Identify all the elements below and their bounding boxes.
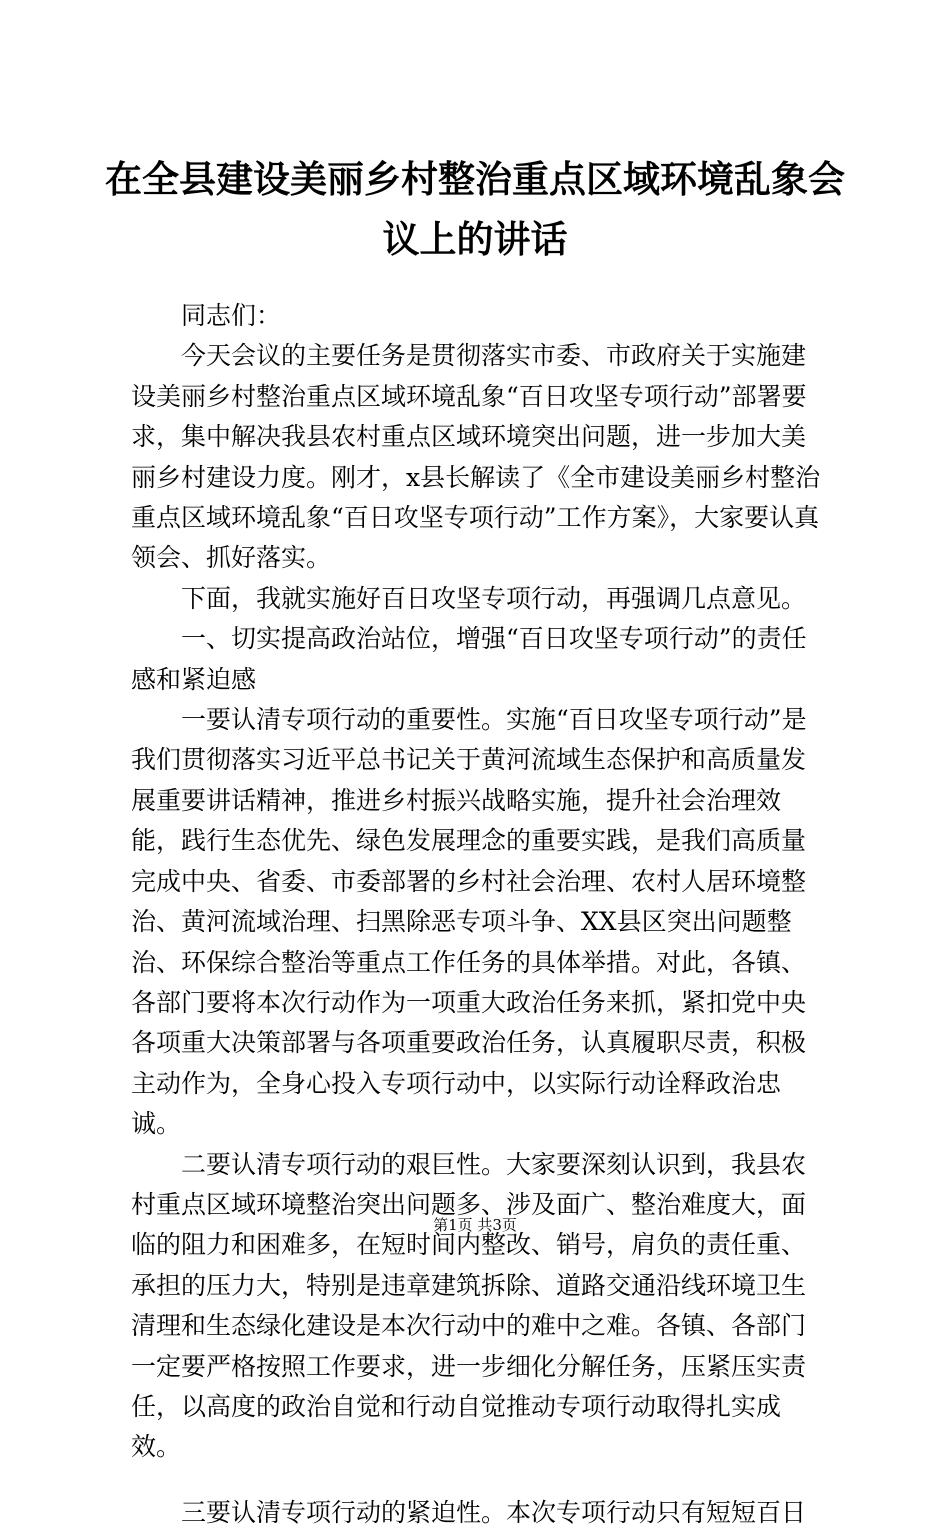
paragraph-urgency: 三要认清专项行动的紧迫性。本次专项行动只有短短百日 (181, 1497, 807, 1527)
document-title-line-2: 议上的讲话 (382, 218, 568, 261)
salutation: 同志们： (181, 301, 282, 330)
paragraph-importance: 一要认清专项行动的重要性。实施“百日攻坚专项行动”是我们贯彻落实习近平总书记关于黄河流域生态保护和高质量发展重要讲话精神，推进乡村振兴战略实施，提升社会治理效能，践行生态优先、绿色发展理念的重要实践，是我们高质量完成中央、省委、市委部署的乡村社会治理、农村人居环境整治、黄河流域治理、扫黑除恶专项斗争、XX县区突出问题整治、环保综合整治等重点工作任务的具体举措。对此，各镇、各部门要将本次行动作为一项重大政治任务来抓，紧扣党中央各项重大决策部署与各项重要政治任务，认真履职尽责，积极主动作为，全身心投入专项行动中，以实际行动诠释政治忠诚。 (131, 705, 807, 1139)
document-title-line-1: 在全县建设美丽乡村整治重点区域环境乱象会 (105, 158, 845, 201)
section-heading-1: 一、切实提高政治站位，增强“百日攻坚专项行动”的责任感和紧迫感 (131, 624, 807, 694)
paragraph-transition: 下面，我就实施好百日攻坚专项行动，再强调几点意见。 (181, 583, 807, 613)
document-body (131, 296, 827, 1533)
page-number-footer: 第1页 共3页 (433, 1216, 517, 1234)
paragraph-difficulty: 二要认清专项行动的艰巨性。大家要深刻认识到，我县农村重点区域环境整治突出问题多、涉及面广、整治难度大，面临的阻力和困难多，在短时间内整改、销号，肩负的责任重、承担的压力大，特别是违章建筑拆除、道路交通沿线环境卫生清理和生态绿化建设是本次行动中的难中之难。各镇、各部门一定要严格按照工作要求，进一步细化分解任务，压紧压实责任，以高度的政治自觉和行动自觉推动专项行动取得扎实成效。 (131, 1149, 807, 1462)
paragraph-intro: 今天会议的主要任务是贯彻落实市委、市政府关于实施建设美丽乡村整治重点区域环境乱象“百日攻坚专项行动”部署要求，集中解决我县农村重点区域环境突出问题，进一步加大美丽乡村建设力度。刚才，x县长解读了《全市建设美丽乡村整治重点区域环境乱象“百日攻坚专项行动”工作方案》，大家要认真领会、抓好落实。 (131, 341, 821, 573)
